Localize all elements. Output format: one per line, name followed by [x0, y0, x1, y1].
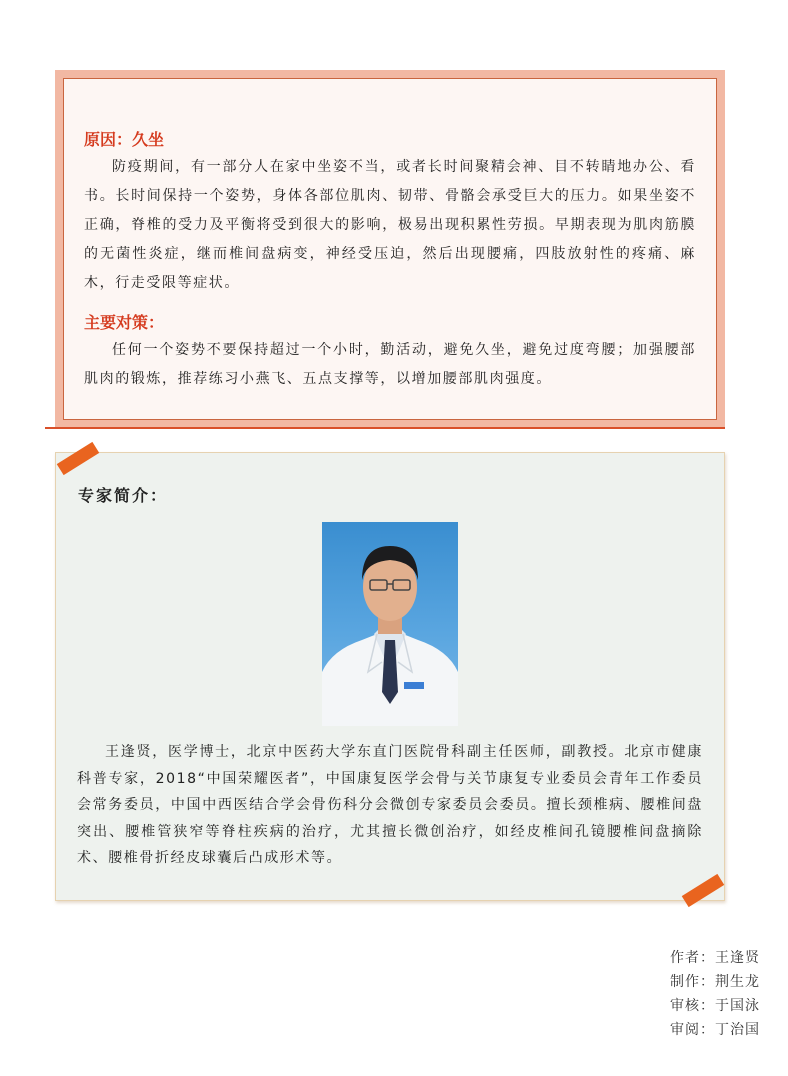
cause-title: 原因：久坐	[84, 130, 165, 149]
cause-paragraph: 防疫期间，有一部分人在家中坐姿不当，或者长时间聚精会神、目不转睛地办公、看书。长时间保持一个姿势，身体各部位肌肉、韧带、骨骼会承受巨大的压力。如果坐姿不正确，脊椎的受力及平衡将受到很大的影响，极易出现积累性劳损。早期表现为肌肉筋膜的无菌性炎症，继而椎间盘病变，神经受压迫，然后出现腰痛，四肢放射性的疼痛、麻木，行走受限等症状。	[84, 159, 696, 291]
cause-measures-card-inner	[63, 78, 717, 420]
expert-bio: 王逢贤，医学博士，北京中医药大学东直门医院骨科副主任医师，副教授。北京市健康科普专家，2018“中国荣耀医者”，中国康复医学会骨与关节康复专业委员会青年工作委员会常务委员，中国中西医结合学会骨伤科分会微创专家委员会委员。擅长颈椎病、腰椎间盘突出、腰椎管狭窄等脊柱疾病的治疗，尤其擅长微创治疗，如经皮椎间孔镜腰椎间盘摘除术、腰椎骨折经皮球囊后凸成形术等。	[77, 744, 703, 866]
credit-producer: 制作：荆生龙	[670, 974, 760, 990]
credit-author: 作者：王逢贤	[670, 950, 760, 966]
expert-photo	[322, 522, 458, 726]
credit-approver: 审阅：丁治国	[670, 1022, 760, 1038]
measures-title: 主要对策：	[84, 313, 165, 332]
cause-measures-card	[55, 70, 725, 428]
credits-block	[670, 946, 760, 1042]
measures-paragraph: 任何一个姿势不要保持超过一个小时，勤活动，避免久坐，避免过度弯腰；加强腰部肌肉的锻炼，推荐练习小燕飞、五点支撑等，以增加腰部肌肉强度。	[84, 342, 696, 387]
expert-title: 专家简介：	[78, 486, 169, 505]
divider-line	[45, 427, 725, 429]
credit-reviewer: 审核：于国泳	[670, 998, 760, 1014]
